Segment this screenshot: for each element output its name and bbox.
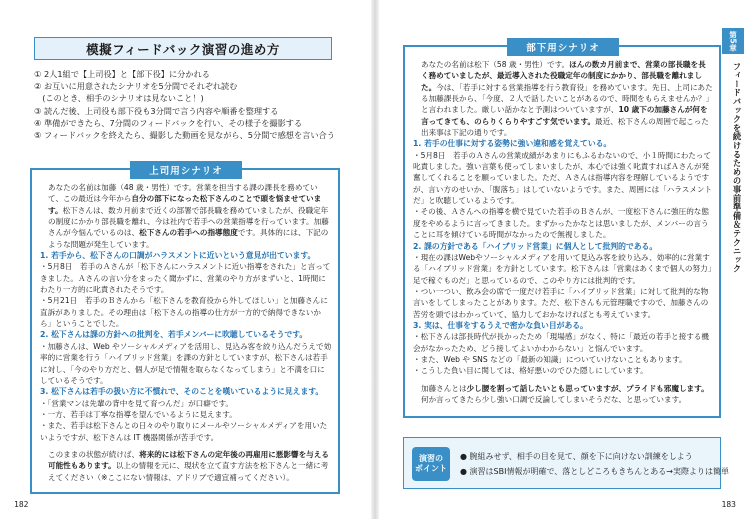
step-item: ③ 読んだ後、上司役も部下役も3分間で言う内容や順番を整理する <box>34 105 279 116</box>
point-item: ● 腕組みせず、相手の目を見て、顔を下に向けない訓練をしよう <box>460 452 693 461</box>
item-line: ・また、Web や SNS などの「最新の知識」についていけないこともあります。 <box>413 354 687 364</box>
closing-text: このままの状態が続けば、将来的には松下さんの定年後の再雇用に悪影響を与える可能性もあります。以上の情報を元に、現状を立て直す方法を松下さんと一緒に考えてください（※ここにない情報は、アドリブで適宜補ってください）。 <box>48 449 329 482</box>
page-number: 183 <box>721 500 736 509</box>
item-heading: 2. 課の方針である「ハイブリッド営業」に個人として批判的である。 <box>413 241 658 251</box>
item-line: ・現在の課はWebやソーシャルメディアを用いて見込み客を絞り込み、効率的に営業する「ハイブリッド営業」を方針としています。松下さんは「営業はあくまで個人の努力」足で稼ぐものだ」と思っているので、このやり方には批判的です。 <box>413 252 712 285</box>
chapter-side-title: フィードバックを続けるための事前準備＆テクニック <box>732 62 742 274</box>
point-list <box>460 449 729 479</box>
item-heading: 3. 実は、仕事をするうえで密かな負い目がある。 <box>413 320 588 330</box>
item-heading: 1. 若手の仕事に対する姿勢に強い違和感を覚えている。 <box>413 139 612 149</box>
step-item: ⑤ フィードバックを終えたら、撮影した動画を見ながら、5分間で感想を言い合う <box>34 130 335 141</box>
steps-list <box>34 68 342 141</box>
item-heading: 1. 若手から、松下さんの口調がハラスメントに近いという意見が出ています。 <box>40 251 316 261</box>
step-item: ④ 準備ができたら、7分間のフィードバックを行い、その様子を撮影する <box>34 117 303 128</box>
intro-text: あなたの名前は加藤（48 歳・男性）です。営業を担当する課の課長を務めていて、この最近は今年から自分の部下になった松下さんのことで頭を悩ませています。松下さんは、数カ月前まで近くの部署で部長職を務めていましたが、役職定年の制度にかかり部長職を離れ、今は社内で若手への営業指導を行っています。加藤さんが今悩んでいるのは、松下さんの若手への指導態度です。具体的には、下記のような問題が発生しています。 <box>48 183 329 249</box>
item-line: ・「営業マンは先輩の背中を見て育つんだ」が口癖です。 <box>40 398 234 408</box>
item-line: ・5月21日 若手のＢさんから「松下さんを教育役から外してほしい」と加藤さんに直訴がありました。その理由は「松下さんの指導の仕方が一方的で納得できないから」ということでした。 <box>40 296 328 329</box>
boss-scenario-title: 上司用シナリオ <box>130 161 242 179</box>
item-line: ・つい一つい、飲み会の席で一度だけ若手に「ハイブリッド営業」に対して批判的な物言いをしてしまったことがあります。ただ、松下さんも元管理職ですので、加藤さんの苦労を頭ではわかっていて、協力しておかなければとも考えています。 <box>413 286 709 319</box>
step-item: (このとき、相手のシナリオは見ないこと！) <box>34 93 204 104</box>
chapter-tab: 第5章 <box>722 28 744 54</box>
item-line: ・松下さんは部長時代が長かったため「現場感」がなく、特に「最近の若手と接する機会がなかったため、どう接してよいかわからない」と悩んでいます。 <box>413 332 709 353</box>
point-item: ● 演習はSBI情報が明確で、落としどころもきちんとある→実際よりは簡単 <box>460 467 729 476</box>
point-label: 演習の ポイント <box>412 447 450 481</box>
closing-text: 加藤さんとは少し腰を割って話したいとも思っていますが、プライドも邪魔します。何か言ってきたら少し強い口調で反論してしまいそうだな、と思っています。 <box>421 383 709 404</box>
item-heading: 2. 松下さんは課の方針への批判を、若手メンバーに吹聴しているそうです。 <box>40 330 308 340</box>
item-line: ・こうした負い目に関しては、格好悪いのでひた隠しにしています。 <box>413 366 648 376</box>
boss-scenario-box <box>30 168 340 494</box>
subordinate-scenario-title: 部下用シナリオ <box>507 38 619 56</box>
boss-scenario-body <box>40 182 332 483</box>
item-heading: 3. 松下さんは若手の扱い方に不慣れで、そのことを嘆いているように見えます。 <box>40 387 324 397</box>
step-item: ① 2人1組で【上司役】と【部下役】に分かれる <box>34 69 210 79</box>
subordinate-scenario-box <box>403 45 721 418</box>
page-title: 模擬フィードバック演習の進め方 <box>34 37 332 60</box>
item-line: ・5月8日 若手のＡさんが「松下さんにハラスメントに近い指導をされた」と言ってきました。Ａさんの言い分をまったく聞かずに、営業のやり方がまずいと、1時間にわたり一方的に叱責されたそうです。 <box>40 262 331 295</box>
exercise-point-box <box>403 437 729 489</box>
item-line: ・5月8日 若手のＡさんの営業成績があまりにもふるわないので、小１時間にわたって叱責しました。強い言葉も使ってしまいましたが、本心では強く叱責すればＡさんが発奮してくれることを願っていました。ただ、Ａさんは指導内容を理解しているようですが、言い方のせいか、「腹落ち」はしていないようです。また、周囲には「ハラスメントだ」と吹聴しているようです。 <box>413 150 713 206</box>
right-page <box>375 0 750 519</box>
item-line: ・加藤さんは、Web やソーシャルメディアを活用し、見込み客を絞り込んだうえで効率的に営業を行う「ハイブリッド営業」を課の方針としていますが、松下さんは若手に対し、「今のやり方だと、個人が足で情報を取らなくなってしまう」と不満を口にしているそうです。 <box>40 341 332 385</box>
item-line: ・一方、若手は丁寧な指導を望んでいるように見えます。 <box>40 409 237 419</box>
step-item: ② お互いに用意されたシナリオを5分間でそれぞれ読む <box>34 81 238 92</box>
intro-text: あなたの名前は松下（58 歳・男性）です。ほんの数カ月前まで、営業の部長職を長く務めていましたが、最近導入された役職定年の制度にかかり、部長職を離れました。今は、「若手に対する営業指導を行う教育役」を務めています。先日、上司にあたる加藤課長から、「今度、２人で話したいことがあるので、時間をもらえませんか？」と言われました。厳しい話かなと予測はついていますが、10 歳下の加藤さんが何を言ってきても、のらりくらりやすごす気でいます。最近、松下さんの周囲で起こった出来事は下記の通りです。 <box>421 60 713 138</box>
item-line: ・その後、Ａさんへの指導を横で見ていた若手のＢさんが、一度松下さんに強圧的な態度をやめるように言ってきました。まずかったかなとは思いましたが、メンバーの言うことに耳を傾けている時間がなかったので無視しました。 <box>413 207 709 240</box>
subordinate-scenario-body <box>413 59 713 405</box>
item-line: ・また、若手は松下さんとの日々のやり取りにメールやソーシャルメディアを用いたいようですが、松下さんは IT 機器関係が苦手です。 <box>40 421 328 442</box>
page-number: 182 <box>14 500 29 509</box>
